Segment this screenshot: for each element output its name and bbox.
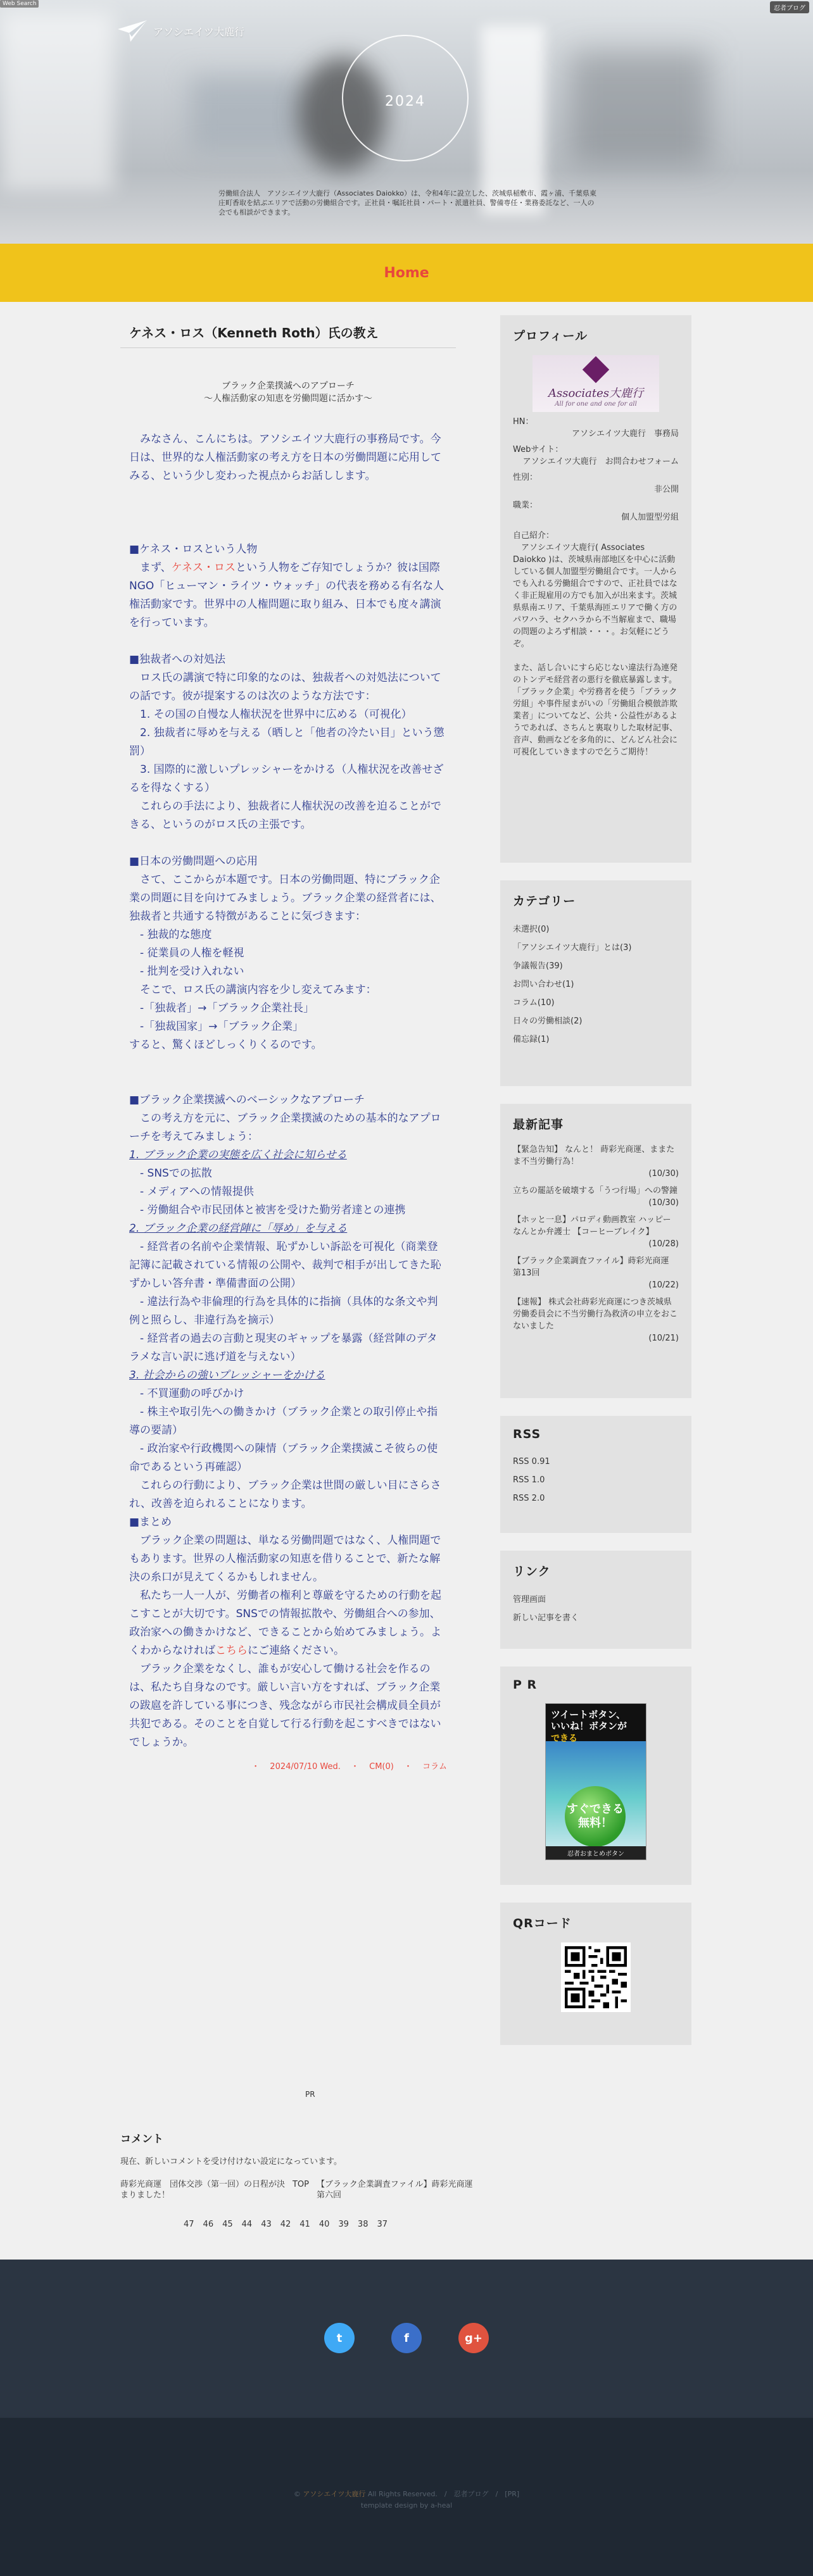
next-post-link[interactable]: 【ブラック企業調査ファイル】蒔彩光商運 第六回 (317, 2180, 481, 2200)
recent-post-item[interactable] (513, 1214, 679, 1250)
page-link[interactable]: 42 (280, 2220, 291, 2229)
new-post-link[interactable]: 新しい記事を書く (513, 1613, 579, 1623)
comments-section (120, 2130, 481, 2229)
post-subtitle (120, 380, 456, 405)
sub-heading: 2. ブラック企業の経営陣に「辱め」を与える (129, 1222, 348, 1235)
paragraph (129, 1587, 447, 1660)
paragraph: ブラック企業の問題は、単なる労働問題ではなく、人権問題でもあります。世界の人権活動家の知恵を借りることで、新たな解決の糸口が見えてくるかもしれません。 (129, 1534, 441, 1584)
pagination (184, 2220, 475, 2229)
page-link[interactable]: 45 (222, 2220, 233, 2229)
category-link[interactable]: ・ コラム (403, 1762, 447, 1772)
text: いいね！ボタンが (551, 1720, 627, 1732)
recent-post-date: (10/22) (648, 1280, 679, 1290)
rss-widget (500, 1416, 691, 1533)
category-item[interactable]: コラム(10) (513, 998, 555, 1008)
prev-post-link[interactable]: 蒔彩光商運 団体交渉（第一回）の日程が決まりました！ (120, 2180, 286, 2200)
widget-title: QRコード (513, 1916, 572, 1930)
contact-link[interactable]: こちら (215, 1644, 248, 1657)
post-date-link[interactable]: ・ 2024/07/10 Wed. (251, 1762, 341, 1772)
top-link[interactable]: TOP (292, 2180, 309, 2189)
recent-post-item[interactable] (513, 1185, 679, 1209)
list-item: -「独裁者」→「ブラック企業社長」 (129, 1002, 315, 1015)
ninja-blog-badge[interactable]: 忍者ブログ (770, 1, 809, 13)
list-item: - 経営者の過去の言動と現実のギャップを暴露（経営陣のデタラメな言い訳に逃げ道を与えない） (129, 1332, 438, 1363)
list-item: 1. その国の自慢な人権状況を世界中に広める（可視化） (129, 708, 412, 721)
intro-paragraph: みなさん、こんにちは。アソシエイツ大鹿行の事務局です。今日は、世界的な人権活動家の考え方を日本の労働問題に応用してみる、という少し変わった視点からお話しします。 (129, 433, 441, 482)
page-link[interactable]: 40 (318, 2220, 330, 2229)
category-item[interactable]: 備忘録(1) (513, 1035, 550, 1044)
sex-label: 性別： (513, 473, 538, 482)
list-item: - 株主や取引先への働きかけ（ブラック企業との取引停止や指導の要請） (129, 1406, 438, 1437)
section-heading: ■独裁者への対処法 (129, 653, 226, 666)
facebook-icon[interactable]: f (391, 2323, 422, 2353)
recent-post-item[interactable] (513, 1144, 679, 1180)
text: という人物をご存知でしょうか？彼は国際NGO「ヒューマン・ライツ・ウォッチ」の代表を務める有名な人権活動家です。世界中の人権問題に取り組み、日本でも度々講演を行っています。 (129, 561, 444, 629)
pr-line-1 (551, 1709, 627, 1732)
text: にご連絡ください。 (248, 1644, 344, 1657)
widget-title: カテゴリー (513, 894, 576, 908)
section-heading: ■ブラック企業撲滅へのベーシックなアプローチ (129, 1094, 365, 1106)
page-link[interactable]: 46 (203, 2220, 214, 2229)
paragraph: これらの手法により、独裁者に人権状況の改善を迫ることができる、というのがロス氏の主張です。 (129, 800, 441, 831)
profile-image-tagline: All for one and one for all (555, 400, 637, 408)
paragraph: ロス氏の講演で特に印象的なのは、独裁者への対処法についての話です。彼が提案するのは次のような方法です： (129, 672, 441, 703)
recent-post-title[interactable]: 【ブラック企業調査ファイル】蒔彩光商運 第13回 (513, 1256, 678, 1278)
web-search-badge[interactable]: Web Search (0, 0, 39, 8)
link-widget (500, 1551, 691, 1649)
page-link[interactable]: 41 (299, 2220, 310, 2229)
website-label: Webサイト： (513, 445, 564, 454)
header-year: 2024 (385, 94, 425, 109)
pr-line-3: できる (551, 1734, 577, 1744)
page-link[interactable]: 37 (377, 2220, 388, 2229)
site-description: 労働組合法人 アソシエイツ大鹿行（Associates Daiokko）は、令和4年に設立した、茨城県稲敷市、霞ヶ浦、千葉県東庄町香取を結ぶエリアで活動の労働組合です。正社員・嘱託社員・パート・派遣社員、警備専任・業務委託など、一人の会でも相談ができます。 (218, 189, 596, 216)
list-item: - SNSでの拡散 (129, 1167, 212, 1180)
comment-count: CM(0) (369, 1762, 394, 1772)
twitter-icon[interactable]: t (324, 2323, 355, 2353)
job-value: 個人加盟型労組 (621, 513, 679, 522)
recent-post-title[interactable]: 立ちの罷話を破壊する「うつ行場」への警鐘 (513, 1186, 678, 1196)
website-link[interactable]: アソシエイツ大鹿行 お問合わせフォーム (522, 457, 679, 466)
list-item: 2. 独裁者に辱めを与える（晒しと「他者の冷たい目」という懲罰） (129, 727, 444, 758)
paragraph: さて、ここからが本題です。日本の労働問題、特にブラック企業の問題に目を向けてみましょう。ブラック企業の経営者には、独裁者と共通する特徴があることに気づきます： (129, 873, 441, 923)
post-meta (120, 1760, 456, 1772)
text: まず、 (129, 561, 172, 574)
recent-post-date: (10/30) (648, 1198, 679, 1208)
paragraph (129, 559, 447, 632)
paragraph: これらの行動により、ブラック企業は世間の厳しい目にさらされ、改善を迫られることになります。 (129, 1479, 441, 1510)
section-heading: ■まとめ (129, 1516, 172, 1529)
category-item[interactable]: 未選択(0) (513, 925, 550, 934)
pr-text[interactable]: PR (305, 2090, 315, 2099)
qr-widget (500, 1903, 691, 2045)
footer-copyright (0, 2418, 813, 2576)
logo-diamond-icon (583, 356, 609, 382)
kenneth-roth-name: ケネス・ロス (171, 561, 236, 574)
social-links (0, 2323, 813, 2353)
sub-heading: 1. ブラック企業の実態を広く社会に知らせる (129, 1149, 347, 1161)
widget-title: 最新記事 (513, 1118, 564, 1132)
copyright-site-link[interactable]: アソシエイツ大鹿行 (303, 2490, 366, 2498)
list-item: - 従業員の人権を軽視 (129, 947, 244, 960)
list-item: - メディアへの情報提供 (129, 1185, 254, 1198)
recent-post-title[interactable]: 【緊急告知】 なんと！ 蒔彩光商運、ままたま不当労働行為！ (513, 1145, 675, 1166)
section-heading: ■ケネス・ロスという人物 (129, 543, 258, 556)
post-subtitle-line-2: 〜人権活動家の知恵を労働問題に活かす〜 (204, 394, 372, 404)
recent-post-date: (10/28) (648, 1239, 679, 1249)
rss-link[interactable]: RSS 2.0 (513, 1494, 545, 1503)
category-item[interactable]: 争議報告(39) (513, 961, 563, 971)
pr-banner[interactable] (545, 1703, 646, 1860)
paragraph: この考え方を元に、ブラック企業撲滅のための基本的なアプローチを考えてみましょう： (129, 1112, 441, 1143)
pr-free-badge: すぐできる 無料！ (565, 1786, 626, 1847)
category-item[interactable]: 「アソシエイツ大鹿行」とは(3) (513, 943, 632, 953)
sidebar (500, 315, 691, 2063)
profile-widget (500, 315, 691, 863)
hn-label: HN： (513, 417, 534, 427)
post-date: 2024/07/10 Wed. (270, 1762, 341, 1772)
section-heading: ■日本の労働問題への応用 (129, 855, 258, 868)
paragraph: ブラック企業をなくし、誰もが安心して働ける社会を作るのは、私たち自身なのです。厳しい言い方をすれば、ブラック企業の跋扈を許している事につき、残念ながら市民社会構成員全員が共犯である。そのことを自覚して行る行動を起こすべきではないでしょうか。 (129, 1663, 441, 1749)
list-item: - 政治家や行政機関への陳情（ブラック企業撲滅こそ彼らの使命であるという再確認） (129, 1442, 438, 1473)
page-link[interactable]: 38 (357, 2220, 369, 2229)
paragraph: すると、驚くほどしっくりくるのです。 (129, 1039, 322, 1051)
widget-title: リンク (513, 1565, 551, 1579)
recent-post-date: (10/21) (648, 1334, 679, 1343)
recent-post-item[interactable] (513, 1296, 679, 1344)
page-link[interactable]: 47 (184, 2220, 194, 2229)
job-label: 職業： (513, 501, 538, 510)
intro-text-1: アソシエイツ大鹿行( Associates Daiokko )は、茨城県南部地区を中心に活動している個人加盟型労働組合です。一人からでも入れる労働組合ですので、正社員ではなく非正規雇用の方でも加入が出来ます。茨城県県南エリア、千葉県海匝エリアで働く方のパワハラ、セクハラから不当解雇まで、職場の問題のよろず相談・・・。お気軽にどうぞ。 (513, 543, 678, 649)
paragraph: そこで、ロス氏の講演内容を少し変えてみます： (129, 984, 377, 996)
category-name: コラム (422, 1762, 447, 1772)
category-item[interactable]: お問い合わせ(1) (513, 980, 574, 989)
list-item: - 労働組合や市民団体と被害を受けた勤労者達との連携 (129, 1204, 406, 1216)
intro-label: 自己紹介： (513, 531, 555, 541)
comment-count-link[interactable]: ・ CM(0) (350, 1762, 394, 1772)
comments-closed-note: 現在、新しいコメントを受け付けない設定になっています。 (120, 2157, 342, 2166)
pr-widget (500, 1666, 691, 1885)
site-title: アソシエイツ大鹿行 (153, 25, 245, 38)
qr-code (561, 1942, 631, 2012)
category-widget (500, 880, 691, 1086)
hn-value: アソシエイツ大鹿行 事務局 (571, 429, 679, 439)
copyright-line-1 (0, 2489, 813, 2500)
recent-post-title[interactable]: 【速報】 株式会社蒔彩光商運につき茨城県労働委員会に不当労働行為救済の申立をおこないました (513, 1297, 678, 1331)
admin-link[interactable]: 管理画面 (513, 1595, 546, 1604)
post-navigation (120, 2179, 481, 2201)
comments-title: コメント (120, 2133, 163, 2146)
nav-home-link[interactable]: Home (384, 265, 429, 281)
googleplus-icon[interactable]: g+ (458, 2323, 489, 2353)
text: 私たち一人一人が、労働者の権利と尊厳を守るための行動を起こすことが大切です。SNSでの情報拡散や、労働組合への参加、政治家への働きかけなど、できることから始めてみましょう。よくわからなければ (129, 1589, 441, 1657)
site-logo[interactable] (118, 20, 244, 42)
widget-title: RSS (513, 1427, 541, 1441)
article (120, 315, 456, 1772)
profile-image-name: Associates大鹿行 (548, 386, 643, 400)
widget-title: プロフィール (513, 329, 588, 343)
rss-link[interactable]: RSS 0.91 (513, 1457, 550, 1466)
list-item: - 批判を受け入れない (129, 965, 244, 978)
copyright-line-2[interactable]: template design by a-heal (360, 2501, 453, 2510)
sub-heading: 3. 社会からの強いプレッシャーをかける (129, 1369, 325, 1382)
intro-text-2: また、話し合いにすら応じない違法行為連発のトンデモ経営者の悪行を徹底暴露します。「ブラック企業」や労務者を使う「ブラック労組」や事件屋まがいの「労働組合模倣詐欺業者」についてなど、公共・公益性があるようであれば、さちんと裏取りした取材記事、音声、動画などを多角的に、どんどん社会に可視化していきますので乞うご期待！ (513, 663, 678, 757)
page-link[interactable]: 39 (338, 2220, 349, 2229)
list-item: - 独裁的な態度 (129, 928, 212, 941)
footer-social (0, 2260, 813, 2418)
page-link[interactable]: 44 (241, 2220, 253, 2229)
recent-post-title[interactable]: 【ホッと一息】パロディ動画教室 ハッピーなんとか弁護士 【コーヒーブレイク】 (513, 1215, 671, 1237)
recent-post-item[interactable] (513, 1255, 679, 1291)
text: All Rights Reserved. / 忍者ブログ / [PR] (365, 2490, 520, 2498)
recent-posts-widget (500, 1104, 691, 1398)
text: ツイートボタン、 (551, 1709, 626, 1720)
site-header (0, 0, 813, 244)
category-item[interactable]: 日々の労働相談(2) (513, 1016, 583, 1026)
list-item: 3. 国際的に激しいプレッシャーをかける（人権状況を改善せざるを得なくする） (129, 763, 444, 794)
widget-title: P R (513, 1678, 538, 1692)
page-link[interactable]: 43 (261, 2220, 272, 2229)
profile-image (533, 355, 659, 412)
paper-plane-icon (118, 20, 147, 42)
list-item: - 不買運動の呼びかけ (129, 1387, 244, 1400)
list-item: - 経営者の名前や企業情報、恥ずかしい訴訟を可視化（商業登記簿に記載されている情報の公開や、裁判で相手が出してきた恥ずかしい答弁書・準備書面の公開） (129, 1241, 441, 1290)
text: © (293, 2490, 303, 2498)
list-item: -「独裁国家」→「ブラック企業」 (129, 1020, 304, 1033)
main-nav (0, 244, 813, 302)
post-body (120, 430, 456, 1752)
post-subtitle-line-1: ブラック企業撲滅へのアプローチ (222, 381, 355, 391)
sex-value: 非公開 (653, 485, 679, 494)
post-title[interactable]: ケネス・ロス（Kenneth Roth）氏の教え (120, 315, 456, 348)
pr-footer: 忍者おまとめボタン (546, 1846, 646, 1860)
rss-link[interactable]: RSS 1.0 (513, 1475, 545, 1485)
copyright-text (0, 2489, 813, 2511)
list-item: - 違法行為や非倫理的行為を具体的に指摘（具体的な条文や判例と照らし、非違行為を摘示） (129, 1296, 438, 1327)
recent-post-date: (10/30) (648, 1169, 679, 1179)
